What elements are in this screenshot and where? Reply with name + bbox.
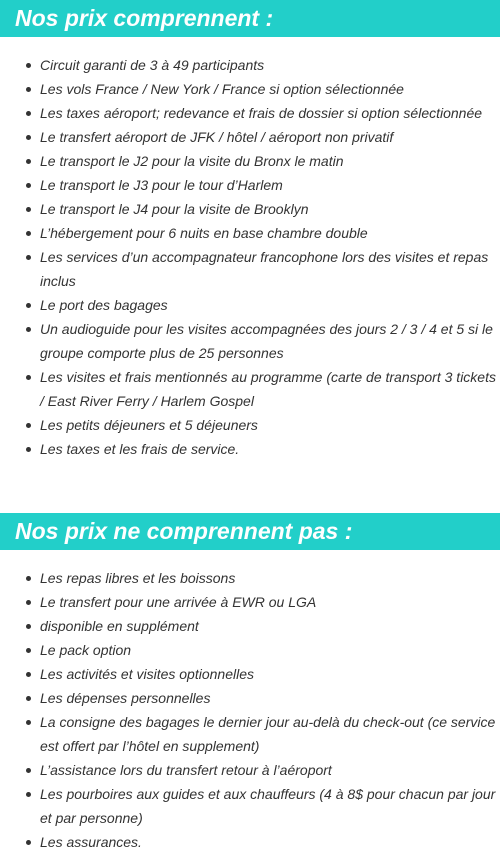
list-item-text: Le transport le J2 pour la visite du Bronx le matin: [40, 153, 344, 169]
bullet-icon: [26, 672, 31, 677]
bullet-icon: [26, 423, 31, 428]
list-item-text: Les petits déjeuners et 5 déjeuners: [40, 417, 258, 433]
bullet-icon: [26, 375, 31, 380]
bullet-icon: [26, 183, 31, 188]
list-item: [40, 830, 500, 854]
bullet-icon: [26, 135, 31, 140]
bullet-icon: [26, 768, 31, 773]
bullet-icon: [26, 840, 31, 845]
list-item: [40, 566, 500, 590]
list-item: [40, 245, 500, 293]
bullet-icon: [26, 87, 31, 92]
list-item-text: Les taxes aéroport; redevance et frais de dossier si option sélectionnée: [40, 105, 483, 121]
list-item: [40, 638, 500, 662]
list-item-text: Le pack option: [40, 642, 132, 658]
list-item: [40, 614, 500, 638]
list-item-text: Les visites et frais mentionnés au programme (carte de transport 3 tickets / East River Ferry / Harlem Gospel: [40, 369, 496, 409]
list-item-text: Un audioguide pour les visites accompagnées des jours 2 / 3 / 4 et 5 si le groupe comporte plus de 25 personnes: [40, 321, 493, 361]
list-item-text: Le transport le J4 pour la visite de Brooklyn: [40, 201, 309, 217]
bullet-icon: [26, 255, 31, 260]
bullet-icon: [26, 159, 31, 164]
bullet-icon: [26, 648, 31, 653]
list-item-text: Les taxes et les frais de service.: [40, 441, 240, 457]
list-item: [40, 365, 500, 413]
list-item: [40, 125, 500, 149]
list-item: [40, 758, 500, 782]
list-item-text: L’hébergement pour 6 nuits en base chambre double: [40, 225, 368, 241]
list-item: [40, 662, 500, 686]
list-item-text: Les assurances.: [40, 834, 142, 850]
excluded-section-title: Nos prix ne comprennent pas :: [0, 513, 500, 550]
bullet-icon: [26, 447, 31, 452]
list-item: [40, 221, 500, 245]
bullet-icon: [26, 792, 31, 797]
included-section-title: Nos prix comprennent :: [0, 0, 500, 37]
list-item: [40, 77, 500, 101]
list-item-text: Les repas libres et les boissons: [40, 570, 236, 586]
list-item-text: Les vols France / New York / France si option sélectionnée: [40, 81, 404, 97]
bullet-icon: [26, 576, 31, 581]
excluded-list: [0, 550, 500, 854]
bullet-icon: [26, 63, 31, 68]
bullet-icon: [26, 207, 31, 212]
list-item-text: Le transfert pour une arrivée à EWR ou LGA: [40, 594, 317, 610]
list-item: [40, 173, 500, 197]
list-item-text: Le transport le J3 pour le tour d’Harlem: [40, 177, 283, 193]
list-item: [40, 101, 500, 125]
bullet-icon: [26, 696, 31, 701]
list-item: [40, 686, 500, 710]
bullet-icon: [26, 231, 31, 236]
bullet-icon: [26, 600, 31, 605]
list-item-text: Les services d’un accompagnateur francophone lors des visites et repas inclus: [40, 249, 489, 289]
list-item: [40, 317, 500, 365]
list-item: [40, 293, 500, 317]
list-item: [40, 413, 500, 437]
bullet-icon: [26, 624, 31, 629]
list-item-text: L’assistance lors du transfert retour à l’aéroport: [40, 762, 332, 778]
bullet-icon: [26, 720, 31, 725]
included-list: [0, 37, 500, 461]
list-item-text: Le port des bagages: [40, 297, 168, 313]
list-item-text: Le transfert aéroport de JFK / hôtel / aéroport non privatif: [40, 129, 394, 145]
list-item: [40, 197, 500, 221]
bullet-icon: [26, 327, 31, 332]
list-item-text: Les activités et visites optionnelles: [40, 666, 254, 682]
list-item-text: La consigne des bagages le dernier jour au-delà du check-out (ce service est offert par l’hôtel en supplement): [40, 714, 496, 754]
list-item: [40, 53, 500, 77]
bullet-icon: [26, 303, 31, 308]
list-item-text: disponible en supplément: [40, 618, 199, 634]
list-item-text: Les pourboires aux guides et aux chauffeurs (4 à 8$ pour chacun par jour et par personne): [40, 786, 496, 826]
list-item: [40, 710, 500, 758]
list-item: [40, 590, 500, 614]
list-item: [40, 149, 500, 173]
list-item-text: Circuit garanti de 3 à 49 participants: [40, 57, 265, 73]
bullet-icon: [26, 111, 31, 116]
list-item-text: Les dépenses personnelles: [40, 690, 211, 706]
list-item: [40, 437, 500, 461]
list-item: [40, 782, 500, 830]
